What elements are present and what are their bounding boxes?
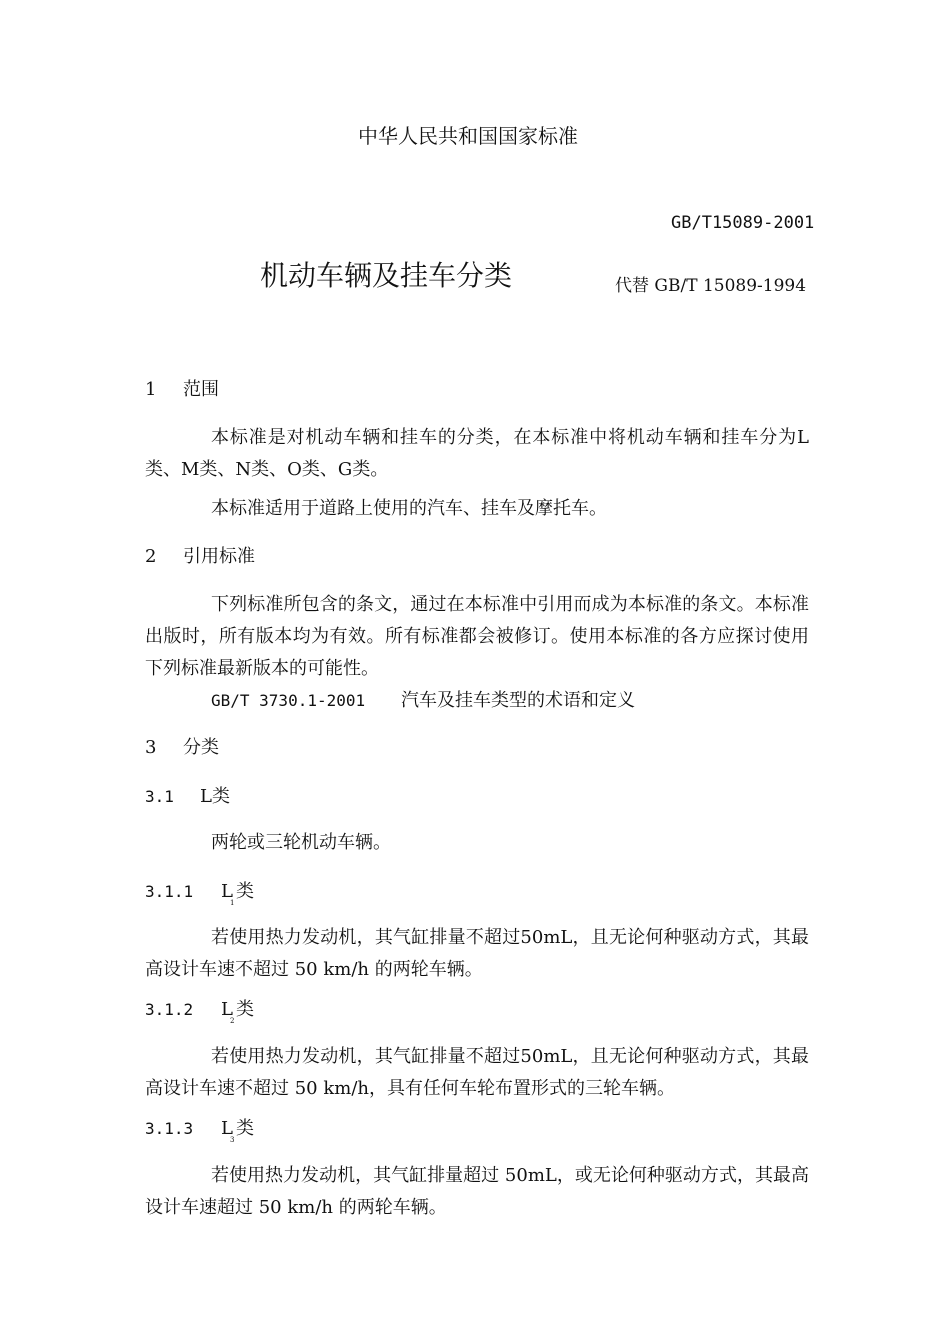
section-3-1-heading (145, 781, 230, 813)
section-number: 2 (145, 546, 157, 567)
category-letter: L (221, 999, 233, 1020)
national-standard-heading: 中华人民共和国国家标准 (358, 124, 578, 148)
category-subscript: 2 (230, 1017, 235, 1025)
section-3-heading (145, 732, 219, 764)
category-letter: L (221, 1118, 233, 1139)
section-1-paragraph-1: 本标准是对机动车辆和挂车的分类，在本标准中将机动车辆和挂车分为L类、M类、N类、O类、G类。 (145, 427, 809, 480)
section-3-1-2-paragraph: 若使用热力发动机，其气缸排量不超过50mL，且无论何种驱动方式，其最高设计车速不超过 50 km/h，具有任何车轮布置形式的三轮车辆。 (145, 1046, 809, 1099)
category-subscript: 3 (230, 1136, 235, 1144)
section-title: L类 (200, 786, 230, 807)
section-1-heading (145, 374, 219, 406)
section-3-1-1-paragraph: 若使用热力发动机，其气缸排量不超过50mL，且无论何种驱动方式，其最高设计车速不超过 50 km/h 的两轮车辆。 (145, 927, 809, 980)
section-number: 3 (145, 737, 157, 758)
section-3-1-3-heading (145, 1113, 285, 1149)
referenced-standard (211, 685, 635, 717)
reference-code: GB/T 3730.1-2001 (211, 691, 366, 710)
section-title: 引用标准 (183, 546, 255, 567)
category-letter: L (221, 881, 233, 902)
section-3-1-1-heading (145, 876, 285, 912)
section-title: 范围 (183, 379, 219, 400)
category-subscript: 1 (230, 899, 235, 907)
section-3-1-2-heading (145, 994, 285, 1030)
section-number: 3.1 (145, 787, 174, 806)
category-suffix: 类 (236, 999, 254, 1020)
section-number: 3.1.2 (145, 1000, 194, 1019)
section-3-1-paragraph: 两轮或三轮机动车辆。 (211, 832, 391, 853)
reference-title: 汽车及挂车类型的术语和定义 (401, 690, 635, 711)
section-number: 3.1.1 (145, 882, 194, 901)
section-number: 3.1.3 (145, 1119, 194, 1138)
standard-code: GB/T15089-2001 (671, 213, 815, 233)
section-2-heading (145, 541, 255, 573)
replaces-note: 代替 GB/T 15089-1994 (615, 276, 807, 296)
section-1-paragraph-2: 本标准适用于道路上使用的汽车、挂车及摩托车。 (211, 498, 607, 519)
section-2-paragraph-1: 下列标准所包含的条文，通过在本标准中引用而成为本标准的条文。本标准出版时，所有版本均为有效。所有标准都会被修订。使用本标准的各方应探讨使用下列标准最新版本的可能性。 (145, 594, 809, 679)
section-3-1-3-paragraph: 若使用热力发动机，其气缸排量超过 50mL，或无论何种驱动方式，其最高设计车速超过 50 km/h 的两轮车辆。 (145, 1165, 809, 1218)
category-suffix: 类 (236, 1118, 254, 1139)
section-title: 分类 (183, 737, 219, 758)
section-number: 1 (145, 379, 157, 400)
document-title: 机动车辆及挂车分类 (260, 259, 513, 292)
category-suffix: 类 (236, 881, 254, 902)
